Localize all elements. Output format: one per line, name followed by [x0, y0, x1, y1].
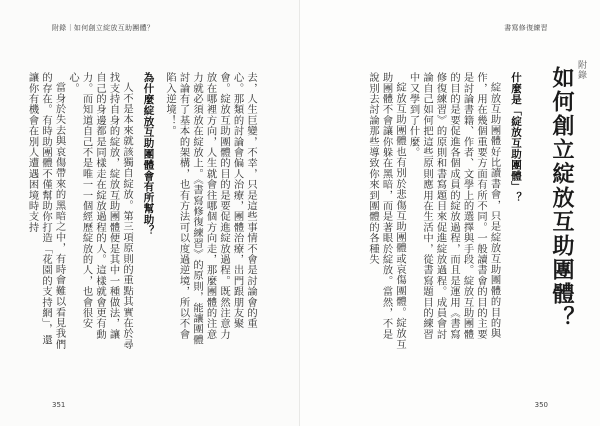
- body-text: [26, 72, 257, 350]
- section-heading: 什麼是「綻放互助團體」？: [510, 72, 522, 203]
- running-head: 書寫修復練習: [504, 24, 548, 32]
- section-heading: 為什麼綻放互助團體會有所幫助？: [142, 72, 155, 236]
- body-text: [347, 72, 530, 350]
- running-head: 附錄｜如何創立綻放互助團體？: [52, 24, 155, 32]
- paragraph: 人不是本來就該獨自綻放。第三項原則的重點其實在於尋找支持自身的綻放，綻放互助團體便是其中一種做法，讓自己的身邊都是同樣走在綻放過程的人。這樣就會更有動力。而知道自己不是唯一一個經歷綻放的人，也會很安心。: [67, 72, 133, 350]
- appendix-label: 附錄: [576, 60, 586, 80]
- paragraph: 綻放互助團體也有別於悲傷互助團體或哀傷團體。綻放互助團體不會讓你躲在黑暗，而是著眼於綻放。當然，不是說別去討論那些導致你來到團體的各種失: [367, 72, 406, 350]
- paragraph: 當身於失去與哀傷帶來的黑暗之中，有時會難以看見我們的存在。有時助團體不僅幫助你打造「花園的支持網」，還讓你有機會在別人遭遇困境時支持: [26, 72, 66, 350]
- paragraph: 去，人生巨變，不幸，只是這些事情不會是討論會的重心。那類的討論會偏人治療，團體治療，出門跟朋友聚會。綻放互助團體的目的是要促進綻放過程。既然注意力放在哪裡方向，人生就會往哪個方向走，那麼團體的注意力就必須放在綻放上。《書寫修復練習》的原則，能讓團體討論有了基本的架構，也有方法可以度過逆境，所以不會陷入逆境！。: [164, 72, 257, 346]
- page-number: 350: [534, 401, 548, 409]
- page-number: 351: [52, 401, 66, 409]
- right-page: [300, 0, 600, 426]
- paragraph: 綻放互助團體好比讀書會，只是綻放互助團體的目的與作，用在幾個重要方面有所不同。一般讀書會的目的主要是討論書籍、作者、文學上的選擇與手段。綻放互助團體的目的是要促進各個成員的綻放過程，而且是運用《書寫修復練習》的原則和書寫題目來促進綻放過程。成員會討論自己如何把這些原則應用在生活中，從書寫題目的練習中又學到了什麼。: [407, 72, 501, 340]
- chapter-title-block: [532, 60, 588, 350]
- chapter-title: 如何創立綻放互助團體？: [549, 66, 575, 330]
